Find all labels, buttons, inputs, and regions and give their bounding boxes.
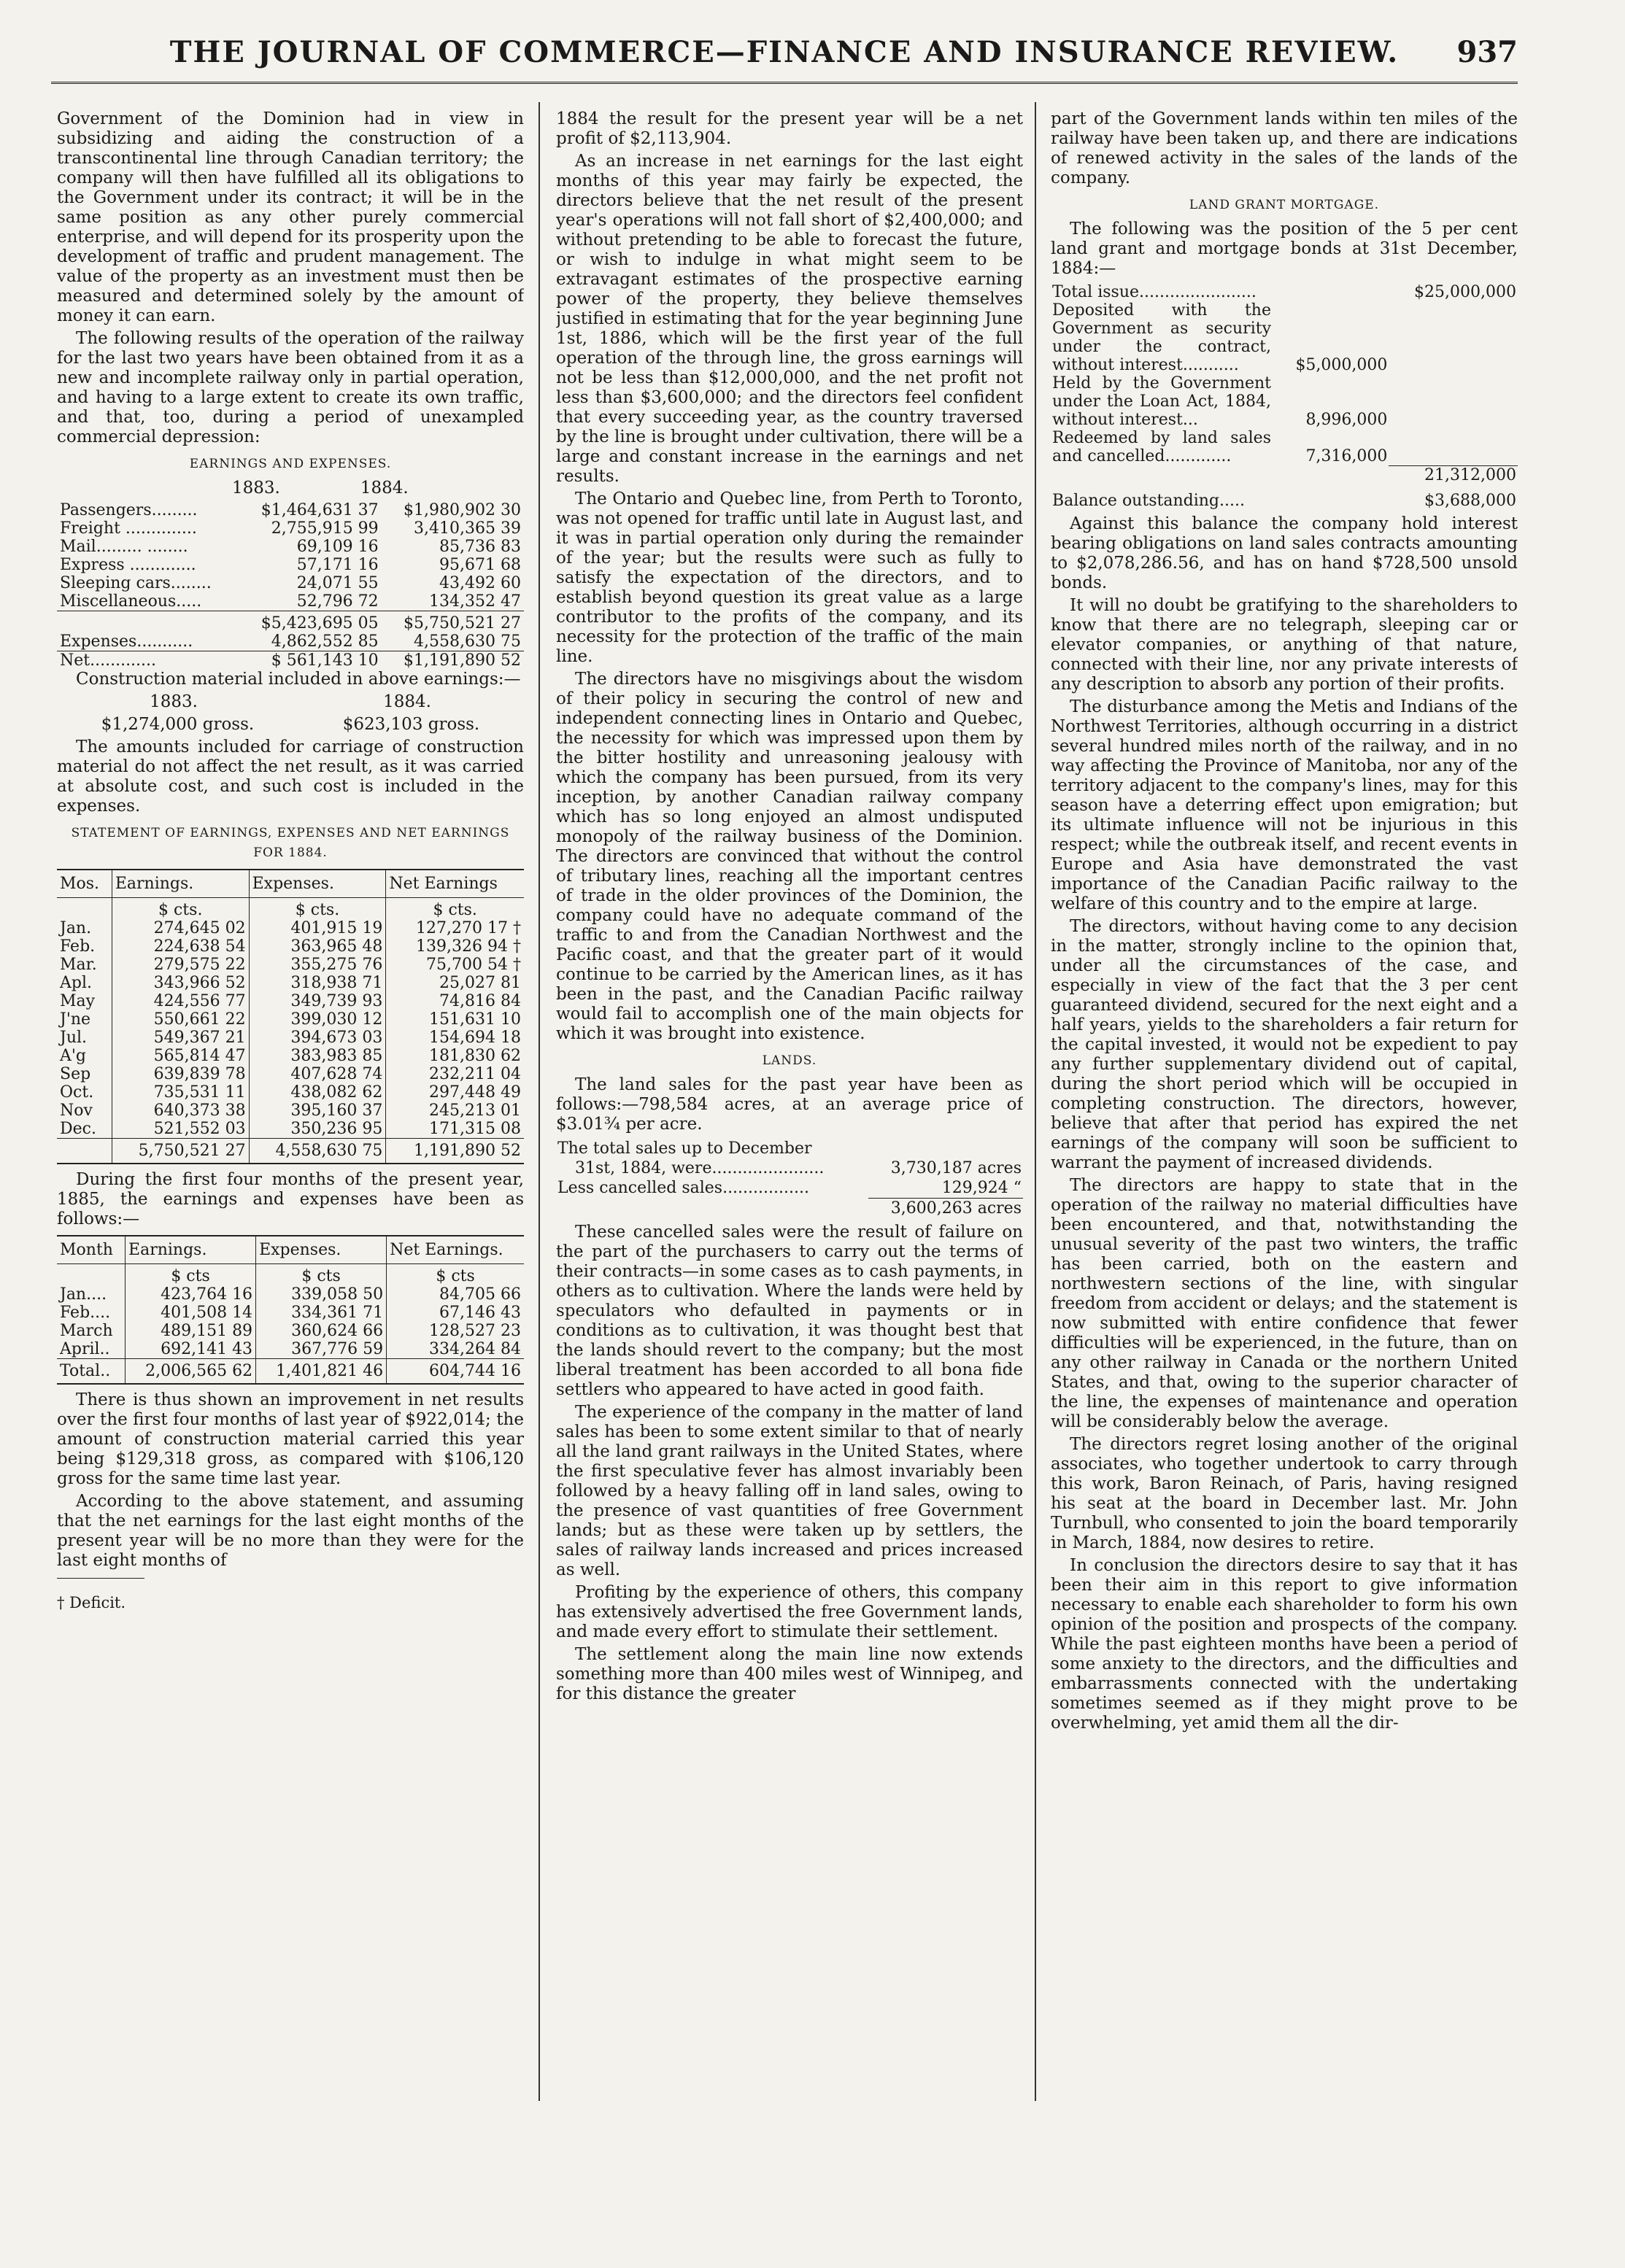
earnings-row — [57, 574, 524, 592]
table-cell: 401,508 14 — [126, 1304, 256, 1322]
total-cell: 1,191,890 52 — [386, 1139, 524, 1164]
paragraph: The experience of the company in the matter of land sales has been to some extent similar to that of nearly all the land grant railways in the United States, where the first speculative fever has almost invariably been followed by a heavy falling off in land sales, owing to the presence of vast quantities of free Government lands; but as these were taken up by settlers, the sales of railway lands increased and prices increased as well. — [556, 1403, 1023, 1579]
year-label: 1884. — [360, 479, 409, 498]
table-cell: 355,275 76 — [249, 956, 386, 974]
table-cell: 735,531 11 — [112, 1083, 249, 1102]
table-row — [57, 1010, 524, 1029]
total-cell: Total.. — [57, 1359, 126, 1385]
table-row — [57, 1029, 524, 1047]
footnote: † Deficit. — [57, 1594, 126, 1611]
table-cell: 367,776 59 — [256, 1340, 387, 1359]
value-1883: 57,171 16 — [296, 556, 379, 574]
table-cell: 438,082 62 — [249, 1083, 386, 1102]
unit-cell — [57, 1264, 126, 1286]
table-cell: Jul. — [60, 1029, 88, 1047]
table-cell: 521,552 03 — [112, 1120, 249, 1139]
table-row — [57, 919, 524, 937]
table-cell: 151,631 10 — [386, 1010, 524, 1029]
table-cell: 84,705 66 — [387, 1285, 524, 1304]
table-cell: 399,030 12 — [249, 1010, 386, 1029]
column-header: Expenses. — [256, 1236, 387, 1264]
paragraph: The Ontario and Quebec line, from Perth to Toronto, was not opened for traffic until late in August last, and it was in partial operation only during the remainder of the year; but the results were such as fully to satisfy the expectation of the directors, and to establish beyond question its great value as a large contributor to the profits of the company, and its necessity for the protection of the traffic of the main line. — [556, 489, 1023, 666]
mortgage-title: LAND GRANT MORTGAGE. — [1189, 198, 1380, 212]
unit-cell: $ cts — [126, 1264, 256, 1286]
table-cell: 349,739 93 — [249, 992, 386, 1010]
row-label: Mail......... ........ — [60, 538, 188, 556]
page-number: 937 — [1456, 35, 1518, 69]
table-cell: 224,638 54 — [112, 937, 249, 956]
statement-title: STATEMENT OF EARNINGS, EXPENSES AND NET EARNINGS FOR 1884. — [71, 826, 510, 860]
value-1884: 85,736 83 — [439, 538, 521, 556]
column-rule — [1035, 102, 1036, 2101]
total-cell: 5,750,521 27 — [112, 1139, 249, 1164]
table-cell: 350,236 95 — [249, 1120, 386, 1139]
table-cell: 489,151 89 — [126, 1322, 256, 1340]
units-row — [57, 1264, 524, 1286]
table-cell: April.. — [60, 1340, 110, 1358]
unit-cell: $ cts. — [249, 898, 386, 920]
monthly-1885-table — [57, 1235, 524, 1385]
year-header — [57, 479, 524, 498]
earnings-table — [57, 501, 524, 670]
earnings-row — [57, 519, 524, 538]
paragraph: It will no doubt be gratifying to the shareholders to know that there are no telegraph, sleeping car or elevator companies, or anything of that nature, connected with their line, nor any private interests of any description to absorb any portion of their profits. — [1051, 595, 1518, 694]
table-cell: 171,315 08 — [386, 1120, 524, 1139]
table-row — [57, 1047, 524, 1065]
column-3 — [1051, 109, 1518, 2181]
table-cell: 297,448 49 — [386, 1083, 524, 1102]
table-row — [57, 992, 524, 1010]
table-cell: 25,027 81 — [386, 974, 524, 992]
value-1884: 134,352 47 — [429, 592, 521, 611]
table-cell: 75,700 54 † — [386, 956, 524, 974]
unit-cell: $ cts. — [112, 898, 249, 920]
column-1 — [57, 109, 524, 2181]
table-row — [57, 1304, 524, 1322]
value-1883: 69,109 16 — [296, 538, 379, 556]
table-cell: 154,694 18 — [386, 1029, 524, 1047]
table-cell: J'ne — [60, 1010, 91, 1029]
table-cell: 550,661 22 — [112, 1010, 249, 1029]
table-cell: 383,983 85 — [249, 1047, 386, 1065]
construction-values: $1,274,000 gross. $623,103 gross. — [101, 715, 480, 734]
table-cell: 640,373 38 — [112, 1102, 249, 1120]
table-cell: March — [60, 1322, 113, 1340]
earnings-total-row — [57, 611, 524, 633]
paragraph: Construction material included in above earnings:— — [76, 670, 521, 689]
paragraph: The land sales for the past year have been as follows:—798,584 acres, at an average price of $3.01¾ per acre. — [556, 1075, 1023, 1134]
value-1883: 2,755,915 99 — [271, 519, 379, 538]
value-1884: 95,671 68 — [439, 556, 521, 574]
paragraph: Government of the Dominion had in view in subsidizing and aiding the construction of a transcontinental line through Canadian territory; the company will then have fulfilled all its obligations to the Government under its contract; it will be in the same position as any other purely commercial enterprise, and will depend for its prosperity upon the development of traffic and prudent management. The value of the property as an investment must then be measured and determined solely by the amount of money it can earn. — [57, 109, 524, 325]
table-cell: 363,965 48 — [249, 937, 386, 956]
paragraph: The directors are happy to state that in the operation of the railway no material difficulties have been encountered, and that, notwithstanding the unusual severity of the past two winters, the traffic has been carried, both on the eastern and northwestern sections of the line, with singular freedom from accident or delays; and the statement is now submitted with entire confidence that fewer difficulties will be experienced, in the future, than on any other railway in Canada or the northern United States, and that, owing to the superior character of the line, the expenses of maintenance and operation will be considerably below the average. — [1051, 1175, 1518, 1431]
table-cell: 334,264 84 — [387, 1340, 524, 1359]
paragraph: The directors have no misgivings about the wisdom of their policy in securing the control of new and independent connecting lines in Ontario and Quebec, the necessity for which was impressed upon them by the bitter hostility and unreasoning jealousy with which the company has been pursued, from its very inception, by another Canadian railway company which has so long enjoyed an almost undisputed monopoly of the railway business of the Dominion. The directors are convinced that without the control of tributary lines, reaching all the important centres of trade in the older provinces of the Dominion, the company could have no adequate command of the traffic to and from the Canadian Northwest and the Pacific coast, and that the greater part of it would continue to be carried by the American lines, as it has been in the past, and the Canadian Pacific railway would fail to accomplish one of the main objects for which it was brought into existence. — [556, 670, 1023, 1043]
table-cell: 423,764 16 — [126, 1285, 256, 1304]
table-cell: 127,270 17 † — [386, 919, 524, 937]
total-cell: 2,006,565 62 — [126, 1359, 256, 1385]
table-cell: Mar. — [60, 956, 97, 974]
table-cell: Oct. — [60, 1083, 94, 1102]
table-cell: Feb.... — [60, 1304, 111, 1322]
paragraph: part of the Government lands within ten miles of the railway have been taken up, and there are indications of renewed activity in the sales of the lands of the company. — [1051, 109, 1518, 187]
table-cell: Nov — [60, 1102, 93, 1120]
table-cell: 181,830 62 — [386, 1047, 524, 1065]
paragraph: Profiting by the experience of others, this company has extensively advertised the free Government lands, and made every effort to stimulate their settlement. — [556, 1583, 1023, 1641]
column-header: Mos. — [57, 870, 112, 898]
page-header — [51, 31, 1518, 84]
year-label: 1883. — [232, 479, 280, 498]
mortgage-table: Total issue....................... $25,000,000 Deposited with the Government as security under the contract, without interest........... $5,000,000 Held by the Government under the Loan Act, 1884, without interest... 8,996,000 Redeemed by land sales and cancelled............. 7,316,000 21,312,000 Balance outstanding..... $3,688,000 — [1052, 283, 1516, 510]
table-cell: 360,624 66 — [256, 1322, 387, 1340]
table-cell: 139,326 94 † — [386, 937, 524, 956]
total-cell — [57, 1139, 112, 1164]
table-cell: 639,839 78 — [112, 1065, 249, 1083]
value-1883: 24,071 55 — [296, 574, 379, 592]
table-cell: 424,556 77 — [112, 992, 249, 1010]
total-cell: 604,744 16 — [387, 1359, 524, 1385]
unit-cell: $ cts — [256, 1264, 387, 1286]
total-cell: 4,558,630 75 — [249, 1139, 386, 1164]
paragraph: As an increase in net earnings for the last eight months of this year may fairly be expected, the directors believe that the net result of the present year's operations will not fall short of $2,400,000; and without pretending to be able to forecast the future, or wish to indulge in what might seem to be extravagant estimates of the prospective earning power of the property, they believe themselves justified in estimating that for the year beginning June 1st, 1886, which will be the first year of the full operation of the through line, the gross earnings will not be less than $12,000,000, and the net profit not less than $3,600,000; and the directors feel confident that every succeeding year, as the country traversed by the line is brought under cultivation, there will be a large and constant increase in the earnings and net results. — [556, 152, 1023, 486]
table-cell: 232,211 04 — [386, 1065, 524, 1083]
table-cell: Jan. — [60, 919, 92, 937]
column-2 — [556, 109, 1023, 2181]
paragraph: These cancelled sales were the result of failure on the part of the purchasers to carry out the terms of their contracts—in some cases as to cash payments, in others as to cultivation. Where the lands were held by speculators who defaulted in payments or in conditions as to cultivation, it was thought best that the lands should revert to the company; but the most liberal treatment has been accorded to all bona fide settlers who appeared to have acted in good faith. — [556, 1223, 1023, 1399]
row-label: Sleeping cars........ — [60, 574, 212, 592]
table-row — [57, 1083, 524, 1102]
journal-title: THE JOURNAL OF COMMERCE—FINANCE AND INSURANCE REVIEW. — [169, 35, 1400, 69]
total-cell: 1,401,821 46 — [256, 1359, 387, 1385]
net-row: Net............. $ 561,143 10 $1,191,890 52 — [57, 651, 524, 670]
paragraph: There is thus shown an improvement in net results over the first four months of last year of $922,014; the amount of construction material carried this year being $129,318 gross, as compared with $106,120 gross for the same time last year. — [57, 1390, 524, 1488]
unit-cell — [57, 898, 112, 920]
earnings-row — [57, 592, 524, 611]
table-cell: 549,367 21 — [112, 1029, 249, 1047]
table-cell: 245,213 01 — [386, 1102, 524, 1120]
column-rule — [539, 102, 540, 2101]
earnings-title: EARNINGS AND EXPENSES. — [189, 457, 392, 471]
paragraph: The following results of the operation of the railway for the last two years have been obtained from it as a new and incomplete railway only in partial operation, and having to a large extent to create its own traffic, and that, too, during a period of unexampled commercial depression: — [57, 329, 524, 446]
footnote-rule — [57, 1578, 144, 1579]
table-row — [57, 1120, 524, 1139]
table-cell: 394,673 03 — [249, 1029, 386, 1047]
unit-cell: $ cts — [387, 1264, 524, 1286]
table-cell: 565,814 47 — [112, 1047, 249, 1065]
land-sales-table: The total sales up to December 31st, 1884, were...................... 3,730,187 acres Less cancelled sales................. 129,924 “ 3,600,263 acres — [557, 1139, 1022, 1218]
table-row — [57, 956, 524, 974]
lands-title: LANDS. — [762, 1053, 817, 1068]
table-cell: Feb. — [60, 937, 96, 956]
expenses-row: Expenses........... 4,862,552 85 4,558,630 75 — [60, 632, 521, 651]
paragraph: During the first four months of the present year, 1885, the earnings and expenses have been as follows:— — [57, 1170, 524, 1228]
row-label: Express ............. — [60, 556, 196, 574]
row-label: Passengers......... — [60, 501, 198, 519]
paragraph: The directors, without having come to any decision in the matter, strongly incline to the opinion that, under all the circumstances of the case, and especially in view of the fact that the 3 per cent guaranteed dividend, secured for the next eight and a half years, yields to the shareholders a fair return for the capital invested, it would not be expedient to pay any further supplementary dividend out of capital, during the short period which will be occupied in completing construction. The directors, however, believe that after that period has expired the net earnings of the company will soon be sufficient to warrant the payment of increased dividends. — [1051, 916, 1518, 1172]
paragraph: According to the above statement, and assuming that the net earnings for the last eight months of the present year will be no more than they were for the last eight months of — [57, 1492, 524, 1570]
paragraph: In conclusion the directors desire to say that it has been their aim in this report to give information necessary to enable each shareholder to form his own opinion of the position and prospects of the company. While the past eighteen months have been a period of some anxiety to the directors, and the difficulties and embarrassments connected with the undertaking sometimes seemed as if they might prove to be overwhelming, yet amid them all the dir- — [1051, 1555, 1518, 1733]
table-row — [57, 1340, 524, 1359]
paragraph: The amounts included for carriage of construction material do not affect the net result, as it was carried at absolute cost, and such cost is included in the expenses. — [57, 738, 524, 816]
table-row — [57, 937, 524, 956]
table-row — [57, 974, 524, 992]
table-cell: 74,816 84 — [386, 992, 524, 1010]
table-cell: 67,146 43 — [387, 1304, 524, 1322]
value-1883: $1,464,631 37 — [260, 501, 379, 519]
table-cell: 407,628 74 — [249, 1065, 386, 1083]
paragraph: The disturbance among the Metis and Indians of the Northwest Territories, although occurring in a district several hundred miles north of the railway, and in no way affecting the Province of Manitoba, nor any of the territory adjacent to the company's lines, may for this season have a deterring effect upon emigration; but its ultimate influence will not be injurious in this respect; while the outbreak itself, and recent events in Europe and Asia have demonstrated the vast importance of the Canadian Pacific railway to the welfare of this country and to the empire at large. — [1051, 697, 1518, 913]
table-cell: 343,966 52 — [112, 974, 249, 992]
table-cell: 401,915 19 — [249, 919, 386, 937]
column-header: Month — [57, 1236, 126, 1264]
value-1884: $1,980,902 30 — [404, 501, 521, 519]
table-cell: Apl. — [60, 974, 92, 992]
paragraph: The directors regret losing another of the original associates, who together undertook to carry through this work, Baron Reinach, of Paris, having resigned his seat at the board in December last. Mr. John Turnbull, who consented to join the board temporarily in March, 1884, now desires to retire. — [1051, 1434, 1518, 1552]
paragraph: 1884 the result for the present year will be a net profit of $2,113,904. — [556, 109, 1023, 148]
statement-1884-table — [57, 869, 524, 1164]
paragraph: Against this balance the company hold interest bearing obligations on land sales contracts amounting to $2,078,286.56, and has on hand $728,500 unsold bonds. — [1051, 514, 1518, 592]
unit-cell: $ cts. — [386, 898, 524, 920]
paragraph: The following was the position of the 5 per cent land grant and mortgage bonds at 31st December, 1884:— — [1051, 220, 1518, 278]
table-cell: May — [60, 992, 96, 1010]
table-cell: 692,141 43 — [126, 1340, 256, 1359]
earnings-total-1883: $5,423,695 05 — [239, 611, 381, 633]
table-cell: 128,527 23 — [387, 1322, 524, 1340]
table-cell: 395,160 37 — [249, 1102, 386, 1120]
construction-years: 1883. 1884. — [150, 692, 431, 711]
table-row — [57, 1102, 524, 1120]
table-cell: 339,058 50 — [256, 1285, 387, 1304]
earnings-row — [57, 501, 524, 519]
table-row — [57, 1065, 524, 1083]
table-row — [57, 1322, 524, 1340]
paragraph: The settlement along the main line now extends something more than 400 miles west of Winnipeg, and for this distance the greater — [556, 1645, 1023, 1703]
earnings-row — [57, 538, 524, 556]
value-1884: 43,492 60 — [439, 574, 521, 592]
table-cell: Sep — [60, 1065, 91, 1083]
column-header: Net Earnings — [386, 870, 524, 898]
table-cell: 334,361 71 — [256, 1304, 387, 1322]
earnings-total-1884: $5,750,521 27 — [382, 611, 524, 633]
value-1883: 52,796 72 — [296, 592, 379, 611]
total-row — [57, 1359, 524, 1385]
total-row — [57, 1139, 524, 1164]
table-cell: 274,645 02 — [112, 919, 249, 937]
column-header: Earnings. — [126, 1236, 256, 1264]
table-cell: A'g — [60, 1047, 87, 1065]
value-1884: 3,410,365 39 — [414, 519, 521, 538]
table-row — [57, 1285, 524, 1304]
table-cell: Dec. — [60, 1120, 96, 1138]
earnings-row — [57, 556, 524, 574]
column-header: Net Earnings. — [387, 1236, 524, 1264]
row-label: Miscellaneous..... — [60, 592, 202, 611]
column-header: Expenses. — [249, 870, 386, 898]
column-header: Earnings. — [112, 870, 249, 898]
table-cell: Jan.... — [60, 1285, 107, 1304]
row-label: Freight .............. — [60, 519, 197, 538]
table-cell: 279,575 22 — [112, 956, 249, 974]
table-cell: 318,938 71 — [249, 974, 386, 992]
units-row — [57, 898, 524, 920]
